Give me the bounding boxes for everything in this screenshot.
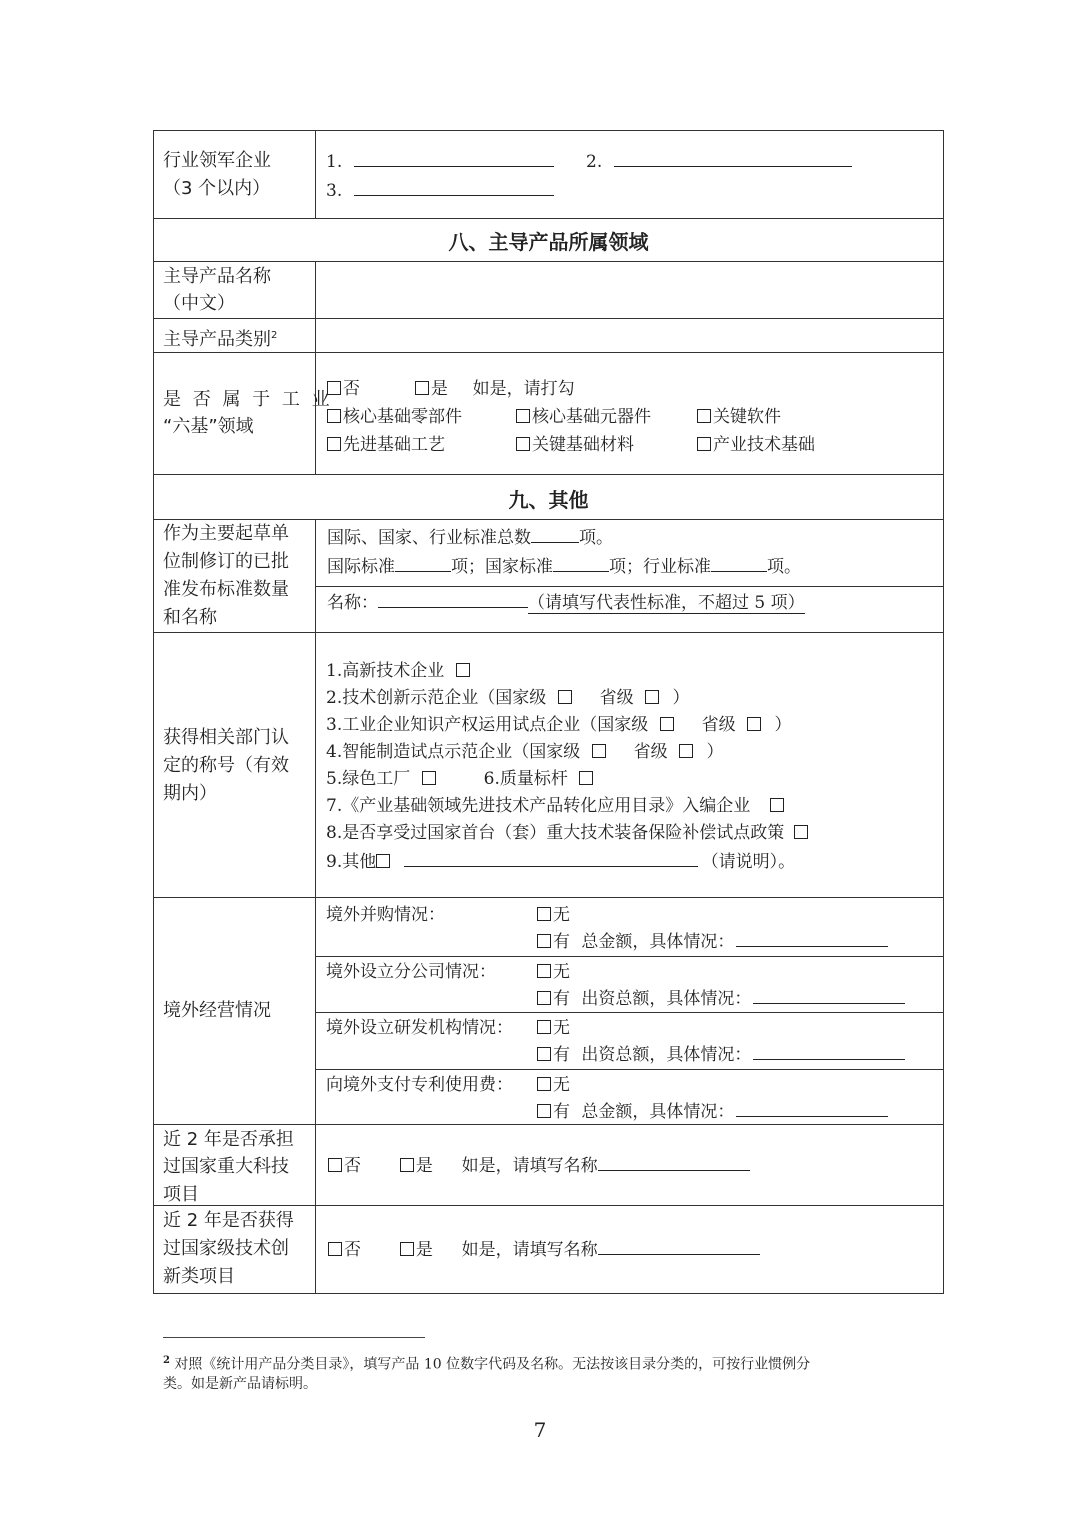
innovation-label-line2: 过国家级技术创 [163, 1238, 289, 1259]
section-9-title: 九、其他 [508, 488, 589, 512]
option-label: 无 [553, 905, 570, 925]
checkbox[interactable] [537, 1047, 551, 1061]
checkbox[interactable] [537, 1077, 551, 1091]
footnote [163, 1350, 810, 1376]
option-label: 产业技术基础 [713, 435, 815, 455]
product-category-label-text: 主导产品类别 [163, 329, 271, 350]
six-base-option-4[interactable] [327, 431, 445, 459]
leader-label-line2: （3 个以内） [163, 178, 271, 199]
six-base-no-checkbox[interactable] [327, 381, 341, 395]
six-base-no-label: 否 [343, 379, 360, 399]
six-base-yes-checkbox[interactable] [415, 381, 429, 395]
major-project-label-line1: 近 2 年是否承担 [163, 1129, 294, 1150]
standards-total-text: 国际、国家、行业标准总数 [327, 528, 531, 548]
leader-item-2-field[interactable] [614, 148, 852, 167]
overseas-item-1-has [537, 928, 888, 956]
option-label: 核心基础元器件 [532, 407, 651, 427]
detail-field[interactable] [736, 1098, 888, 1117]
title-item-3-text: 3.工业企业知识产权运用试点企业（国家级 [326, 715, 649, 735]
title-item-3-close: ） [774, 715, 792, 735]
footnote-line2: 类。如是新产品请标明。 [163, 1376, 317, 1392]
innovation-answer [328, 1236, 760, 1264]
checkbox[interactable] [537, 1020, 551, 1034]
innovation-label-line3: 新类项目 [163, 1266, 235, 1287]
overseas-label: 境外经营情况 [163, 1000, 271, 1021]
overseas-item-3-has [537, 1041, 905, 1069]
title-item-3-province-text: 省级 [701, 715, 736, 735]
title-item-4-national-checkbox[interactable] [592, 744, 606, 758]
leader-item-3-number: 3. [326, 181, 343, 201]
option-label: 核心基础零部件 [343, 407, 462, 427]
major-project-hint: 如是，请填写名称 [461, 1156, 598, 1176]
overseas-item-4-name: 向境外支付专利使用费： [326, 1075, 513, 1095]
option-label: 关键软件 [713, 407, 781, 427]
title-item-9-field[interactable] [404, 848, 698, 867]
major-project-no-label: 否 [344, 1156, 361, 1176]
checkbox[interactable] [537, 964, 551, 978]
product-name-label-line1: 主导产品名称 [163, 266, 271, 287]
six-base-option-2[interactable] [516, 403, 651, 431]
standards-name-line [327, 589, 805, 617]
checkbox[interactable] [697, 409, 711, 423]
title-item-4-close: ） [706, 742, 724, 762]
product-name-field[interactable] [318, 264, 940, 316]
leader-item-1 [326, 148, 554, 176]
standards-label-line3: 准发布标准数量 [163, 579, 289, 600]
title-item-8 [326, 819, 810, 847]
six-base-answer [327, 375, 575, 403]
innovation-name-field[interactable] [598, 1236, 760, 1255]
standards-name-hint: （请填写代表性标准，不超过 5 项） [528, 593, 805, 613]
detail-field[interactable] [753, 1041, 905, 1060]
option-label: 有 [553, 1045, 570, 1065]
innovation-no-checkbox[interactable] [328, 1242, 342, 1256]
title-item-2-text: 2.技术创新示范企业（国家级 [326, 688, 547, 708]
title-item-4-province-text: 省级 [633, 742, 668, 762]
leader-label-line1: 行业领军企业 [163, 150, 271, 171]
overseas-item-2-name: 境外设立分公司情况： [326, 962, 496, 982]
intl-standard-field[interactable] [395, 553, 451, 572]
six-base-option-1[interactable] [327, 403, 462, 431]
option-label: 无 [553, 1018, 570, 1038]
standards-name-label: 名称： [327, 593, 378, 613]
industry-standard-unit: 项。 [767, 557, 801, 577]
major-project-answer [328, 1152, 750, 1180]
title-item-9-text: 9.其他 [326, 852, 377, 872]
six-base-option-6[interactable] [697, 431, 815, 459]
major-project-yes-label: 是 [415, 1156, 433, 1176]
overseas-item-2-has [537, 985, 905, 1013]
checkbox[interactable] [537, 934, 551, 948]
titles-label-line1: 获得相关部门认 [163, 727, 289, 748]
six-base-label-line1: 是 否 属 于 工 业 [163, 389, 333, 410]
product-category-label [163, 322, 277, 354]
title-item-4 [326, 738, 723, 766]
checkbox[interactable] [697, 437, 711, 451]
standards-name-field[interactable] [378, 589, 528, 608]
detail-label: 总金额，具体情况： [581, 932, 735, 952]
title-item-3 [326, 711, 791, 739]
title-item-6-checkbox[interactable] [579, 771, 593, 785]
major-project-label-line3: 项目 [163, 1184, 199, 1205]
checkbox[interactable] [537, 1104, 551, 1118]
six-base-yes-label: 是 [430, 379, 448, 399]
title-item-8-text: 8.是否享受过国家首台（套）重大技术装备保险补偿试点政策 [326, 823, 785, 843]
leader-item-3 [326, 177, 554, 205]
overseas-item-4-has [537, 1098, 888, 1126]
footnote-divider [163, 1337, 425, 1338]
title-item-9-checkbox[interactable] [376, 854, 390, 868]
overseas-item-1-name: 境外并购情况： [326, 905, 445, 925]
title-item-4-text: 4.智能制造试点示范企业（国家级 [326, 742, 581, 762]
titles-label-line3: 期内） [163, 783, 217, 804]
footnote-ref: 2 [271, 330, 278, 341]
overseas-item-3-none [537, 1014, 570, 1042]
standards-breakdown-line [327, 553, 801, 581]
title-item-7-checkbox[interactable] [770, 798, 784, 812]
title-item-1-text: 1.高新技术企业 [326, 661, 445, 681]
major-project-name-field[interactable] [598, 1152, 750, 1171]
detail-label: 总金额，具体情况： [581, 1102, 735, 1122]
title-item-7-text: 7.《产业基础领域先进技术产品转化应用目录》入编企业 [326, 796, 751, 816]
industry-standard-field[interactable] [711, 553, 767, 572]
innovation-no-label: 否 [344, 1240, 361, 1260]
title-item-5-checkbox[interactable] [422, 771, 436, 785]
title-item-6-text: 6.质量标杆 [483, 769, 568, 789]
innovation-yes-checkbox[interactable] [400, 1242, 414, 1256]
option-label: 有 [553, 989, 570, 1009]
leader-item-1-number: 1. [326, 152, 343, 172]
detail-field[interactable] [753, 985, 905, 1004]
six-base-label-line2: “六基”领域 [163, 416, 254, 437]
title-item-2-province-checkbox[interactable] [645, 690, 659, 704]
option-label: 有 [553, 932, 570, 952]
innovation-label-line1: 近 2 年是否获得 [163, 1210, 294, 1231]
checkbox[interactable] [537, 907, 551, 921]
title-item-2 [326, 684, 689, 712]
standards-total-line [327, 524, 613, 552]
title-item-4-province-checkbox[interactable] [679, 744, 693, 758]
leader-item-2 [586, 148, 852, 176]
option-label: 先进基础工艺 [343, 435, 445, 455]
title-item-5-6 [326, 765, 595, 793]
national-standard-text: 项；国家标准 [451, 557, 553, 577]
product-name-label-line2: （中文） [163, 293, 235, 314]
option-label: 有 [553, 1102, 570, 1122]
leader-item-3-field[interactable] [354, 177, 554, 196]
standards-label-line2: 位制修订的已批 [163, 551, 289, 572]
checkbox[interactable] [516, 437, 530, 451]
checkbox[interactable] [516, 409, 530, 423]
footnote-mark: 2 [163, 1355, 170, 1366]
title-item-7 [326, 792, 786, 820]
title-item-1 [326, 657, 472, 685]
six-base-hint: 如是，请打勾 [472, 379, 575, 399]
standards-total-field[interactable] [531, 524, 579, 543]
major-project-no-checkbox[interactable] [328, 1158, 342, 1172]
title-item-3-national-checkbox[interactable] [660, 717, 674, 731]
national-standard-field[interactable] [553, 553, 609, 572]
title-item-8-checkbox[interactable] [794, 825, 808, 839]
overseas-item-3-name: 境外设立研发机构情况： [326, 1018, 513, 1038]
standards-label-line1: 作为主要起草单 [163, 523, 289, 544]
standards-label-line4: 和名称 [163, 607, 217, 628]
industry-standard-text: 项；行业标准 [609, 557, 711, 577]
detail-label: 出资总额，具体情况： [581, 989, 752, 1009]
checkbox[interactable] [537, 991, 551, 1005]
footnote-line1: 对照《统计用产品分类目录》，填写产品 10 位数字代码及名称。无法按该目录分类的，可按行业惯例分 [174, 1356, 811, 1373]
option-label: 无 [553, 1075, 570, 1095]
option-label: 关键基础材料 [532, 435, 634, 455]
title-item-2-province-text: 省级 [599, 688, 634, 708]
page-number: 7 [533, 1418, 547, 1442]
detail-field[interactable] [736, 928, 888, 947]
innovation-hint: 如是，请填写名称 [461, 1240, 598, 1260]
leader-item-2-number: 2. [586, 152, 603, 172]
overseas-item-2-none [537, 958, 570, 986]
title-item-2-close: ） [672, 688, 690, 708]
six-base-option-3[interactable] [697, 403, 781, 431]
checkbox[interactable] [327, 437, 341, 451]
title-item-1-checkbox[interactable] [456, 663, 470, 677]
major-project-label-line2: 过国家重大科技 [163, 1156, 289, 1177]
major-project-yes-checkbox[interactable] [400, 1158, 414, 1172]
title-item-5-text: 5.绿色工厂 [326, 769, 411, 789]
detail-label: 出资总额，具体情况： [581, 1045, 752, 1065]
innovation-yes-label: 是 [415, 1240, 433, 1260]
section-8-title: 八、主导产品所属领域 [448, 230, 649, 254]
checkbox[interactable] [327, 409, 341, 423]
title-item-9 [326, 848, 795, 876]
leader-item-1-field[interactable] [354, 148, 554, 167]
overseas-item-4-none [537, 1071, 570, 1099]
intl-standard-text: 国际标准 [327, 557, 395, 577]
title-item-9-note: （请说明）。 [701, 852, 796, 872]
option-label: 无 [553, 962, 570, 982]
six-base-option-5[interactable] [516, 431, 634, 459]
title-item-2-national-checkbox[interactable] [558, 690, 572, 704]
product-category-field[interactable] [318, 321, 940, 351]
titles-label-line2: 定的称号（有效 [163, 755, 289, 776]
title-item-3-province-checkbox[interactable] [747, 717, 761, 731]
overseas-item-1-none [537, 901, 570, 929]
standards-total-unit: 项。 [579, 528, 613, 548]
